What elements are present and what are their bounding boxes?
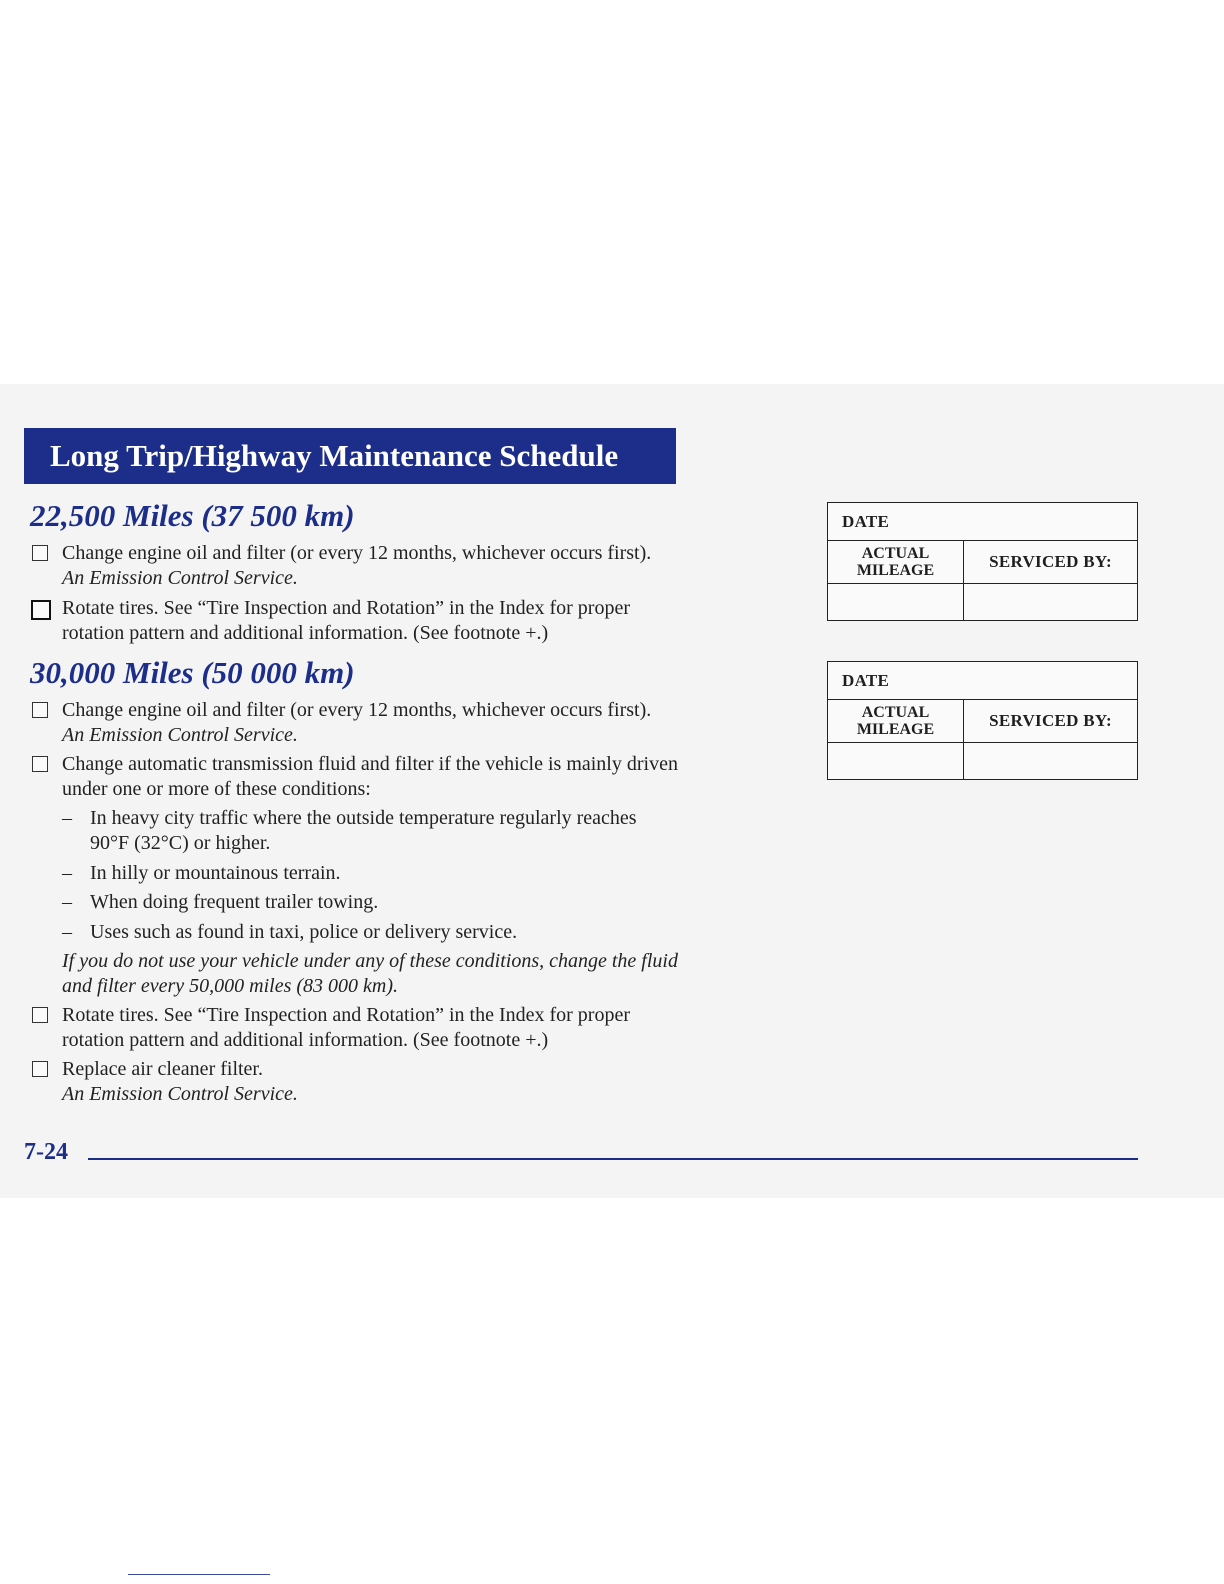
checkbox-rotate-tires-22500[interactable] <box>31 600 51 620</box>
section-heading-22500: 22,500 Miles (37 500 km) <box>30 498 355 533</box>
service-record-box-30000 <box>827 661 1138 780</box>
dash-bullet: – <box>62 891 72 913</box>
emission-note-30000: An Emission Control Service. <box>62 724 298 746</box>
mileage-entry-field[interactable] <box>828 743 964 779</box>
service-record-box-22500 <box>827 502 1138 621</box>
item-transmission-fluid: Change automatic transmission fluid and filter if the vehicle is mainly driven <box>62 753 678 775</box>
serviced-by-label: SERVICED BY: <box>989 711 1112 730</box>
dash-bullet: – <box>62 862 72 884</box>
item-rotate-tires-22500: Rotate tires. See “Tire Inspection and Rotation” in the Index for proper <box>62 597 630 619</box>
footer-rule <box>88 1158 1138 1160</box>
fluid-change-note-cont: and filter every 50,000 miles (83 000 km). <box>62 975 399 997</box>
actual-mileage-label: ACTUAL MILEAGE <box>828 700 964 742</box>
item-rotate-tires-22500-cont: rotation pattern and additional information. (See footnote +.) <box>62 622 549 644</box>
condition-heavy-traffic: In heavy city traffic where the outside temperature regularly reaches <box>90 807 637 829</box>
emission-note-air-filter: An Emission Control Service. <box>62 1083 298 1105</box>
dash-bullet: – <box>62 921 72 943</box>
serviced-by-label: SERVICED BY: <box>989 552 1112 571</box>
date-field[interactable]: DATE <box>828 503 1137 541</box>
bottom-divider <box>128 1574 270 1575</box>
item-change-oil-30000: Change engine oil and filter (or every 12 months, whichever occurs first). <box>62 699 652 721</box>
checkbox-change-oil-30000[interactable] <box>32 702 48 718</box>
actual-mileage-label: ACTUAL MILEAGE <box>828 541 964 583</box>
condition-trailer-towing: When doing frequent trailer towing. <box>90 891 379 913</box>
emission-note-22500: An Emission Control Service. <box>62 567 298 589</box>
dash-bullet: – <box>62 807 72 829</box>
page-number: 7-24 <box>24 1139 68 1165</box>
condition-taxi-police-delivery: Uses such as found in taxi, police or delivery service. <box>90 921 518 943</box>
checkbox-air-filter[interactable] <box>32 1061 48 1077</box>
item-change-oil-22500: Change engine oil and filter (or every 12 months, whichever occurs first). <box>62 542 652 564</box>
checkbox-transmission-fluid[interactable] <box>32 756 48 772</box>
item-rotate-tires-30000: Rotate tires. See “Tire Inspection and Rotation” in the Index for proper <box>62 1004 630 1026</box>
checkbox-rotate-tires-30000[interactable] <box>32 1007 48 1023</box>
item-air-filter: Replace air cleaner filter. <box>62 1058 263 1080</box>
item-transmission-fluid-cont: under one or more of these conditions: <box>62 778 371 800</box>
page-title: Long Trip/Highway Maintenance Schedule <box>24 428 676 484</box>
serviced-by-entry-field[interactable] <box>964 743 1137 779</box>
condition-heavy-traffic-cont: 90°F (32°C) or higher. <box>90 832 271 854</box>
date-field[interactable]: DATE <box>828 662 1137 700</box>
fluid-change-note: If you do not use your vehicle under any of these conditions, change the fluid <box>62 950 678 972</box>
checkbox-change-oil-22500[interactable] <box>32 545 48 561</box>
serviced-by-entry-field[interactable] <box>964 584 1137 620</box>
item-rotate-tires-30000-cont: rotation pattern and additional information. (See footnote +.) <box>62 1029 549 1051</box>
condition-hilly-terrain: In hilly or mountainous terrain. <box>90 862 341 884</box>
section-heading-30000: 30,000 Miles (50 000 km) <box>30 655 355 690</box>
mileage-entry-field[interactable] <box>828 584 964 620</box>
